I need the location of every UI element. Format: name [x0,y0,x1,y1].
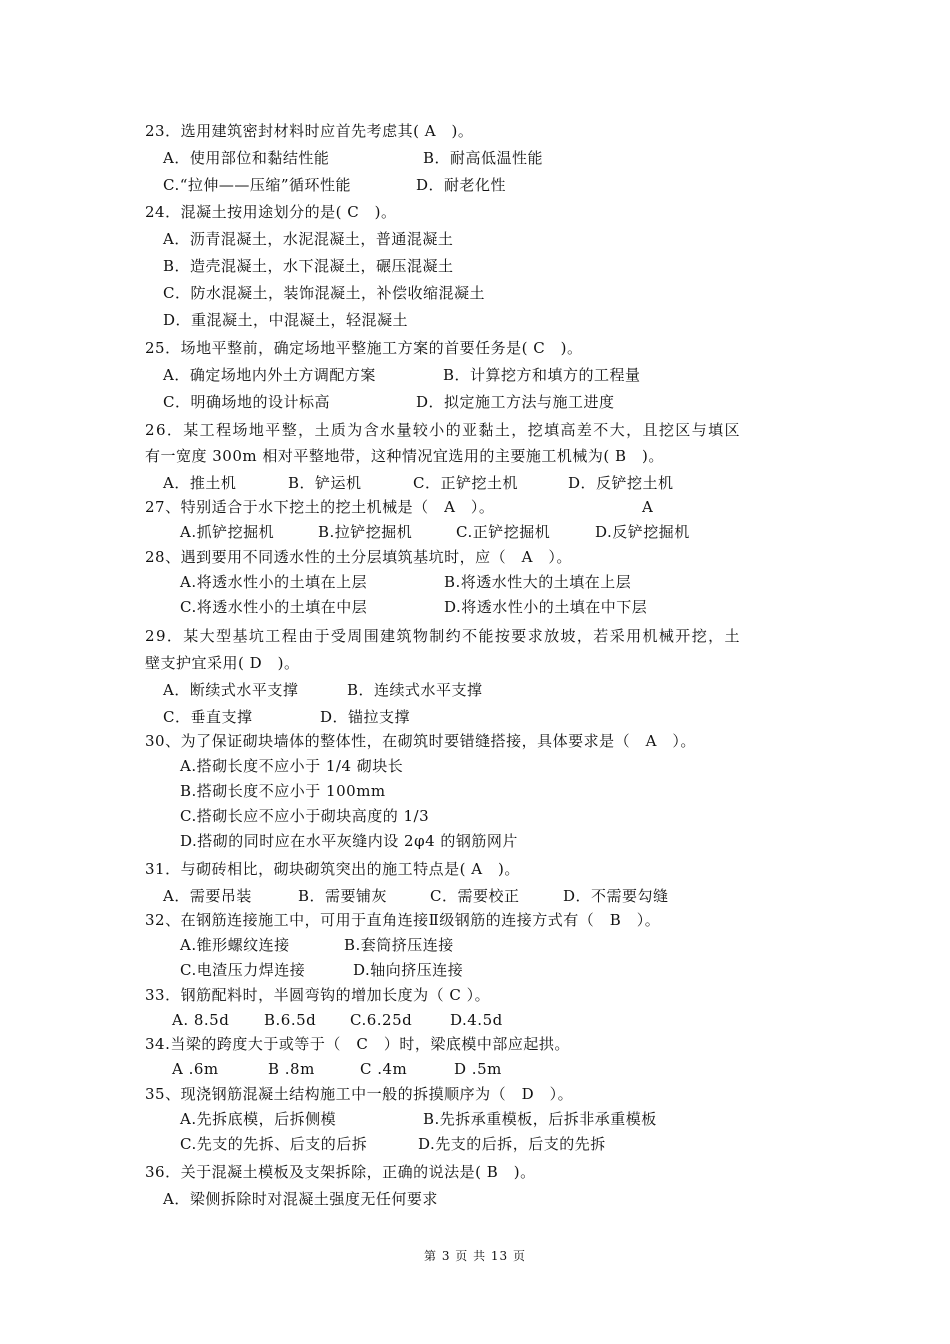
question-30-option-b: B.搭砌长度不应小于 100mm [180,782,386,800]
question-25-option-c: C．明确场地的设计标高 [163,393,330,411]
question-29-stem-line-2: 壁支护宜采用( D )。 [145,654,300,672]
question-24-option-d: D．重混凝土，中混凝土，轻混凝土 [163,311,409,329]
question-27-option-d: D.反铲挖掘机 [595,523,690,541]
question-36-option-a: A．梁侧拆除时对混凝土强度无任何要求 [163,1190,438,1208]
question-27-option-b: B.拉铲挖掘机 [318,523,413,541]
question-32-option-a: A.锥形螺纹连接 [180,936,290,954]
question-33-option-d: D.4.5d [450,1011,503,1029]
question-27-stem: 27、特别适合于水下挖土的挖土机械是（ A ）。 [145,498,495,516]
question-32-option-d: D.轴向挤压连接 [353,961,464,979]
question-23-option-c: C.“拉伸——压缩”循环性能 [163,176,352,194]
question-36-stem: 36．关于混凝土模板及支架拆除，正确的说法是( B )。 [145,1163,536,1181]
question-24-stem: 24．混凝土按用途划分的是( C )。 [145,203,397,221]
question-34-option-c: C .4m [360,1060,408,1078]
question-30-stem: 30、为了保证砌块墙体的整体性，在砌筑时要错缝搭接，具体要求是（ A ）。 [145,732,696,750]
question-27-option-a: A.抓铲挖掘机 [180,523,275,541]
question-28-stem: 28、遇到要用不同透水性的土分层填筑基坑时，应（ A ）。 [145,548,572,566]
question-34-stem: 34.当梁的跨度大于或等于（ C ）时，梁底模中部应起拱。 [145,1035,570,1053]
page-number-footer: 第 3 页 共 13 页 [424,1249,526,1263]
question-32-option-b: B.套筒挤压连接 [344,936,454,954]
question-34-option-a: A .6m [172,1060,219,1078]
question-33-stem: 33．钢筋配料时，半圆弯钩的增加长度为（ C ）。 [145,986,491,1004]
question-28-option-a: A.将透水性小的土填在上层 [180,573,368,591]
question-25-option-d: D．拟定施工方法与施工进度 [416,393,615,411]
question-34-option-b: B .8m [268,1060,315,1078]
question-23-option-d: D．耐老化性 [416,176,507,194]
question-30-option-c: C.搭砌长应不应小于砌块高度的 1/3 [180,807,430,825]
question-28-option-b: B.将透水性大的土填在上层 [444,573,632,591]
question-31-option-a: A．需要吊装 [163,887,252,905]
question-26-stem-line-1: 26．某工程场地平整，土质为含水量较小的亚黏土，挖填高差不大，且挖区与填区 [145,421,741,439]
question-30-option-d: D.搭砌的同时应在水平灰缝内设 2φ4 的钢筋网片 [180,832,518,850]
question-28-option-c: C.将透水性小的土填在中层 [180,598,368,616]
question-30-option-a: A.搭砌长度不应小于 1/4 砌块长 [180,757,404,775]
question-29-option-d: D．锚拉支撑 [320,708,411,726]
question-33-option-a: A. 8.5d [172,1011,230,1029]
question-35-option-b: B.先拆承重模板，后拆非承重模板 [423,1110,657,1128]
question-26-option-a: A．推土机 [163,474,237,492]
question-25-stem: 25．场地平整前，确定场地平整施工方案的首要任务是( C )。 [145,339,583,357]
question-29-option-a: A．断续式水平支撑 [163,681,299,699]
question-31-option-b: B．需要铺灰 [298,887,388,905]
question-26-option-d: D．反铲挖土机 [568,474,674,492]
question-26-stem-line-2: 有一宽度 300m 相对平整地带，这种情况宜选用的主要施工机械为( B )。 [145,447,664,465]
question-32-stem: 32、在钢筋连接施工中，可用于直角连接Ⅱ级钢筋的连接方式有（ B ）。 [145,911,661,929]
question-29-stem-line-1: 29．某大型基坑工程由于受周围建筑物制约不能按要求放坡，若采用机械开挖，土 [145,627,741,645]
question-33-option-c: C.6.25d [350,1011,413,1029]
question-31-option-d: D．不需要勾缝 [563,887,669,905]
question-24-option-b: B．造壳混凝土，水下混凝土，碾压混凝土 [163,257,454,275]
question-26-option-b: B．铲运机 [288,474,362,492]
question-24-option-c: C．防水混凝土，装饰混凝土，补偿收缩混凝土 [163,284,485,302]
question-26-option-c: C．正铲挖土机 [413,474,518,492]
question-29-option-b: B．连续式水平支撑 [347,681,483,699]
question-27-answer-mark: A [642,498,654,516]
question-23-option-a: A．使用部位和黏结性能 [163,149,330,167]
question-23-stem: 23．选用建筑密封材料时应首先考虑其( A )。 [145,122,474,140]
question-25-option-b: B．计算挖方和填方的工程量 [443,366,641,384]
question-35-option-c: C.先支的先拆、后支的后拆 [180,1135,368,1153]
question-31-option-c: C．需要校正 [430,887,520,905]
question-23-option-b: B．耐高低温性能 [423,149,544,167]
question-35-option-a: A.先拆底模，后拆侧模 [180,1110,337,1128]
question-33-option-b: B.6.5d [264,1011,317,1029]
question-31-stem: 31．与砌砖相比，砌块砌筑突出的施工特点是( A )。 [145,860,520,878]
question-35-stem: 35、现浇钢筋混凝土结构施工中一般的拆摸顺序为（ D ）。 [145,1085,574,1103]
question-29-option-c: C．垂直支撑 [163,708,253,726]
question-28-option-d: D.将透水性小的土填在中下层 [444,598,648,616]
question-32-option-c: C.电渣压力焊连接 [180,961,306,979]
question-24-option-a: A．沥青混凝土，水泥混凝土，普通混凝土 [163,230,454,248]
question-25-option-a: A．确定场地内外土方调配方案 [163,366,376,384]
question-35-option-d: D.先支的后拆，后支的先拆 [418,1135,606,1153]
question-27-option-c: C.正铲挖掘机 [456,523,551,541]
question-34-option-d: D .5m [454,1060,502,1078]
